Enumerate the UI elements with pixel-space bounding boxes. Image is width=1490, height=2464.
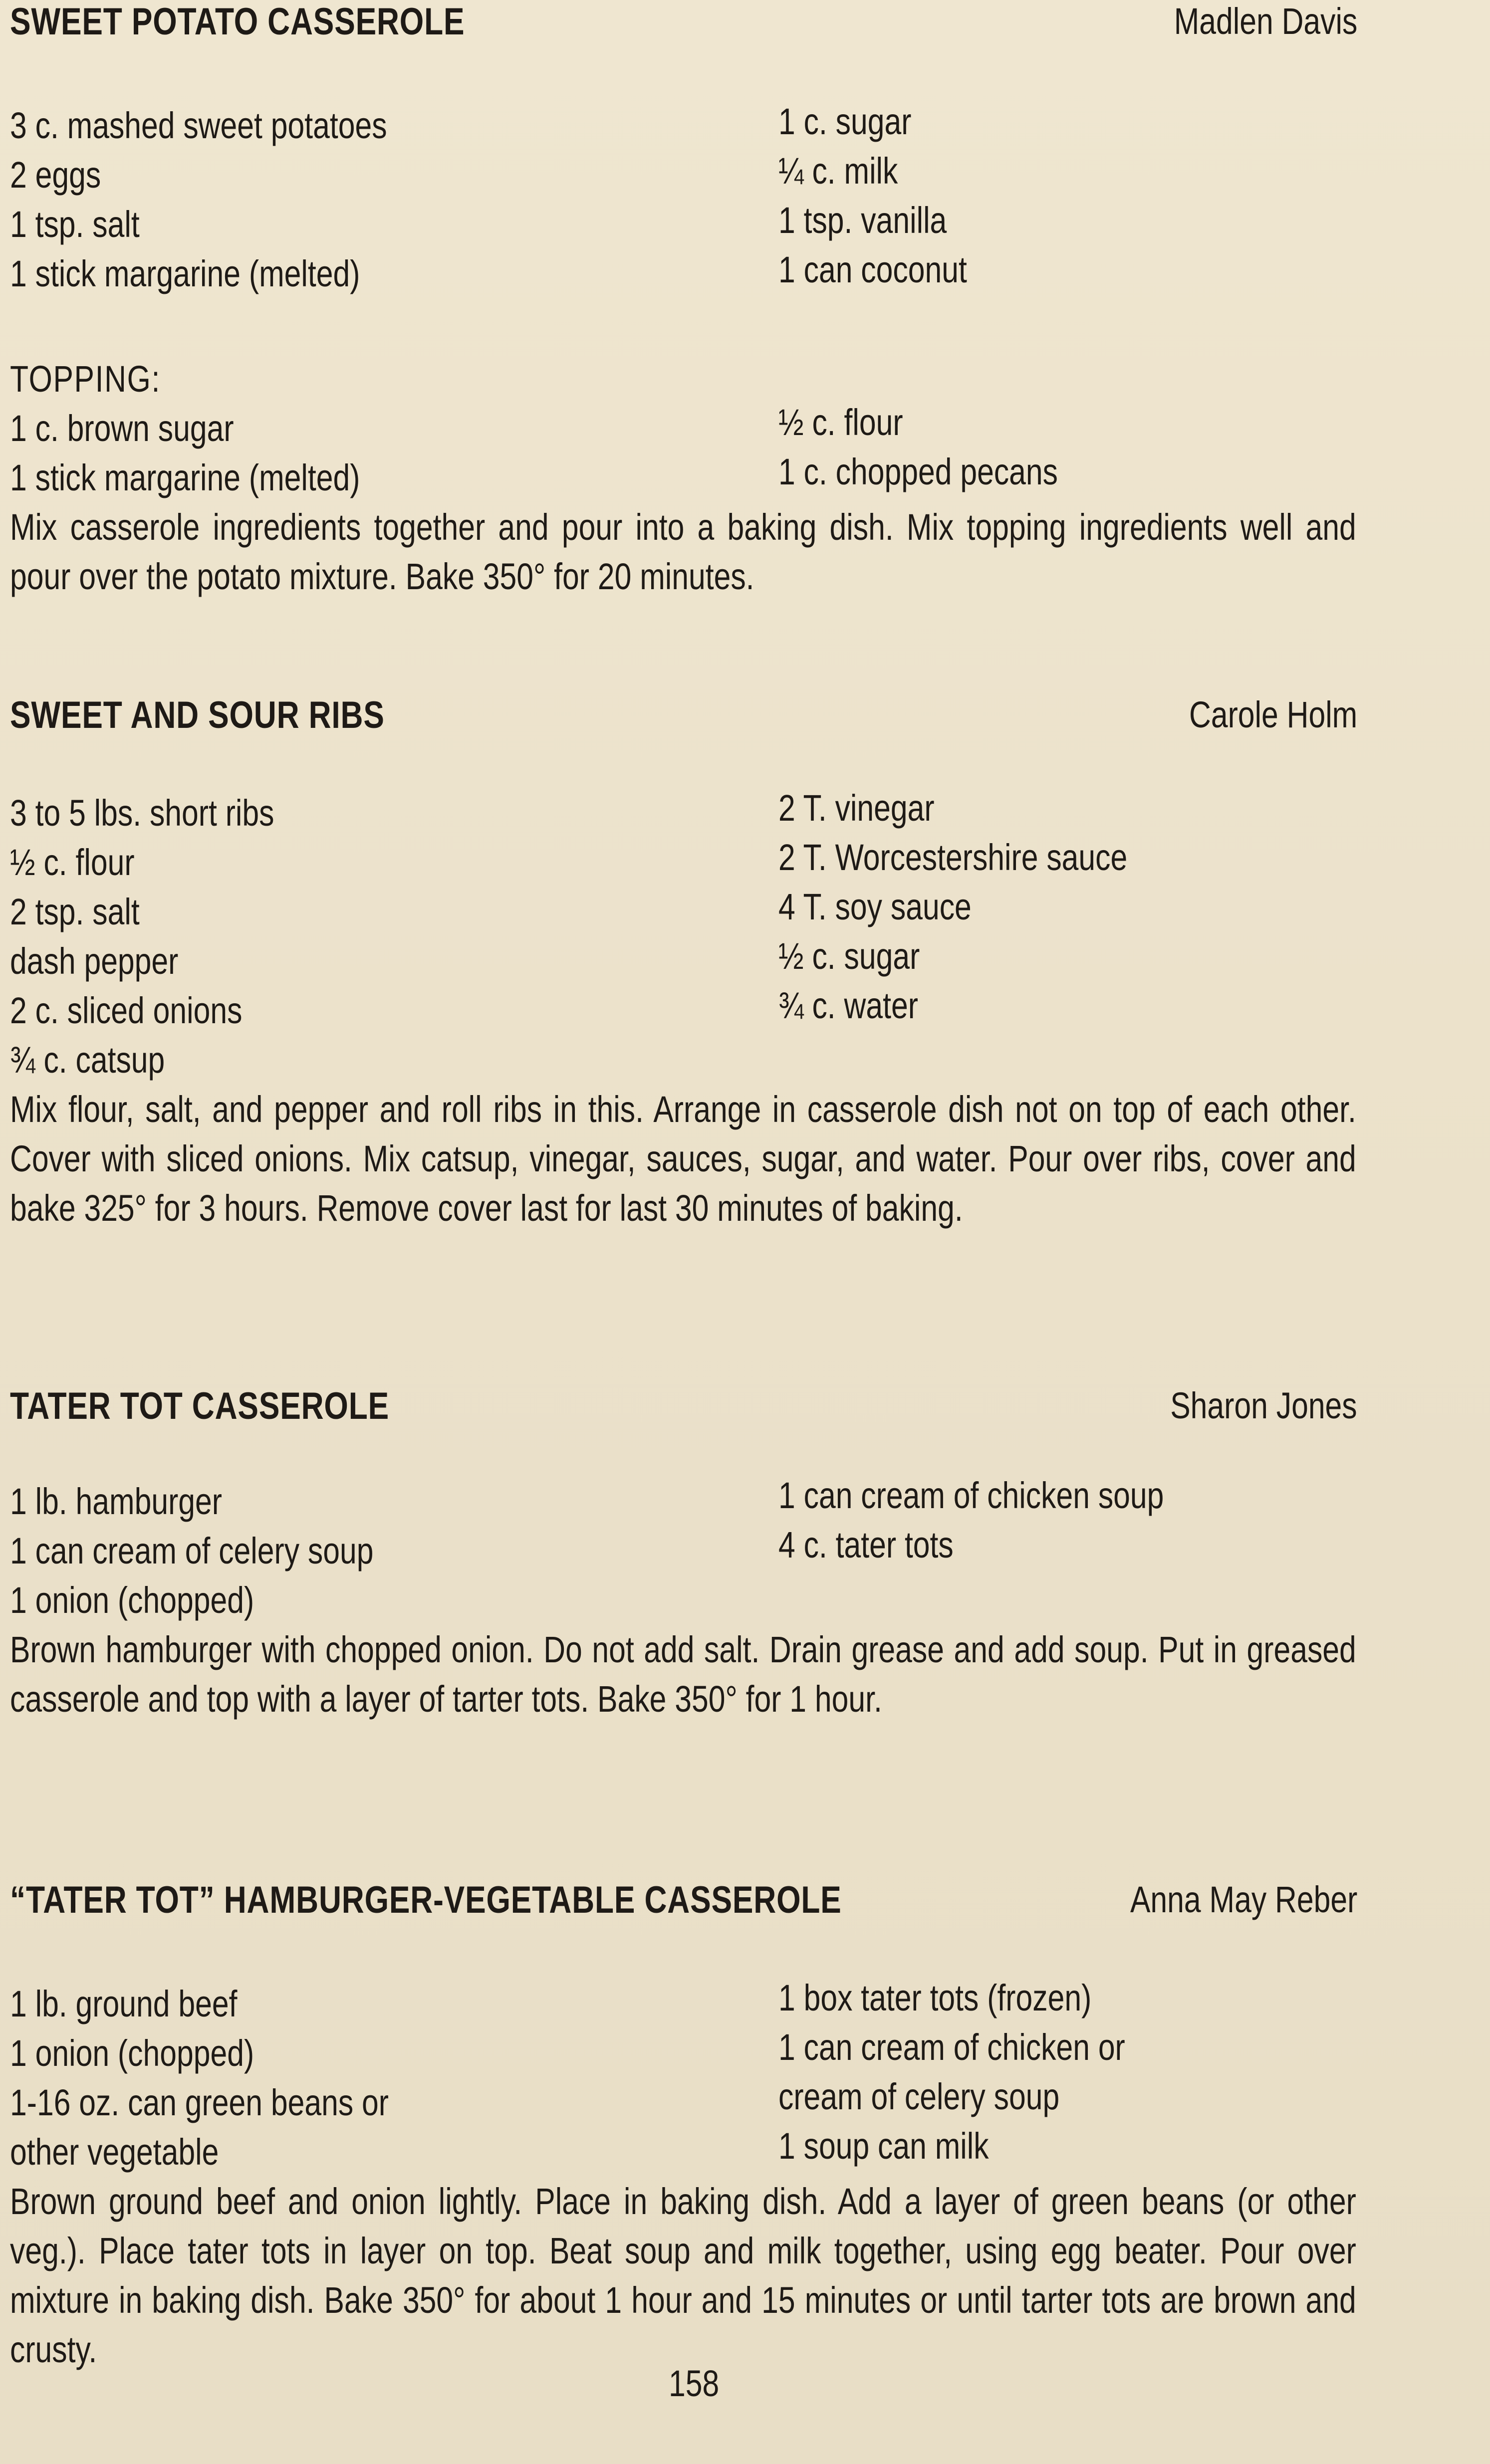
ingredient: 1 tsp. vanilla (778, 200, 947, 241)
ingredients-left (10, 101, 778, 298)
ingredient: ¾ c. water (778, 985, 918, 1026)
recipe-tater-tot-casserole (10, 1384, 1357, 1724)
recipe-title: SWEET POTATO CASSEROLE (10, 0, 465, 43)
ingredient: 1 c. sugar (778, 101, 912, 142)
ingredient: 4 c. tater tots (778, 1524, 954, 1566)
recipe-sweet-potato-casserole (10, 0, 1357, 601)
recipe-header (10, 0, 1357, 45)
ingredient: 1 can coconut (778, 249, 967, 290)
recipe-directions: Mix casserole ingredients together and pour into a baking dish. Mix topping ingredients well and pour over the potato mixture. Bake 350° for 20 minutes. (10, 506, 1356, 597)
ingredient: ¾ c. catsup (10, 1039, 165, 1081)
page-number: 158 (669, 2363, 720, 2404)
ingredients-right (778, 97, 1357, 298)
ingredients-right (778, 1471, 1357, 1625)
ingredients (10, 1477, 1357, 1625)
ingredient: 2 T. Worcestershire sauce (778, 837, 1128, 878)
ingredient: 1 lb. ground beef (10, 1983, 238, 2024)
ingredients (10, 101, 1357, 298)
ingredient: ½ c. sugar (778, 935, 920, 977)
ingredient: ¼ c. milk (778, 150, 898, 192)
recipe-sweet-and-sour-ribs (10, 693, 1357, 1233)
ingredient: 1 can cream of chicken or (778, 2026, 1125, 2068)
ingredient: 1 stick margarine (melted) (10, 457, 360, 498)
topping-right (778, 398, 1357, 502)
ingredients-left (10, 788, 778, 1085)
ingredient: ½ c. flour (10, 842, 135, 883)
ingredients-right (778, 783, 1357, 1085)
recipe-header (10, 1384, 1357, 1429)
ingredient: 2 c. sliced onions (10, 990, 243, 1031)
ingredient: other vegetable (10, 2131, 219, 2173)
recipe-title: TATER TOT CASSEROLE (10, 1385, 389, 1427)
ingredient: 1 soup can milk (778, 2125, 989, 2167)
recipe-author: Sharon Jones (1170, 1385, 1357, 1426)
ingredient: 1 can cream of celery soup (10, 1530, 374, 1571)
ingredients-left (10, 1979, 778, 2177)
recipe-header (10, 693, 1357, 738)
ingredient: 1 stick margarine (melted) (10, 253, 360, 294)
ingredient: 3 to 5 lbs. short ribs (10, 792, 274, 834)
ingredient: 4 T. soy sauce (778, 886, 972, 927)
ingredients-left (10, 1477, 778, 1625)
ingredient: 2 tsp. salt (10, 891, 140, 932)
ingredient: 1 c. chopped pecans (778, 451, 1058, 492)
recipe-directions: Brown hamburger with chopped onion. Do not add salt. Drain grease and add soup. Put in greased casserole and top with a layer of tarter tots. Bake 350° for 1 hour. (10, 1629, 1356, 1720)
ingredients-right (778, 1973, 1357, 2177)
ingredient: cream of celery soup (778, 2076, 1060, 2117)
ingredient: 2 eggs (10, 154, 101, 196)
ingredient: 1 onion (chopped) (10, 1579, 254, 1621)
ingredient: 1 can cream of chicken soup (778, 1475, 1164, 1516)
recipe-title: SWEET AND SOUR RIBS (10, 694, 385, 736)
recipe-directions: Mix flour, salt, and pepper and roll ribs in this. Arrange in casserole dish not on top of each other. Cover with sliced onions. Mix catsup, vinegar, sauces, sugar, and water. Pour over ribs, cover and bake 325° for 3 hours. Remove cover last for last 30 minutes of baking. (10, 1089, 1356, 1229)
recipe-author: Madlen Davis (1174, 0, 1357, 42)
recipe-tater-tot-hamburger-vegetable-casserole (10, 1878, 1357, 2374)
recipe-directions: Brown ground beef and onion lightly. Place in baking dish. Add a layer of green beans (or other veg.). Place tater tots in layer on top. Beat soup and milk together, using egg beater. Pour over mixture in baking dish. Bake 350° for about 1 hour and 15 minutes or until tarter tots are brown and crusty. (10, 2181, 1356, 2370)
recipe-header (10, 1878, 1357, 1923)
ingredient: 1 lb. hamburger (10, 1481, 223, 1522)
recipe-author: Carole Holm (1189, 694, 1357, 735)
ingredient: 3 c. mashed sweet potatoes (10, 105, 387, 146)
ingredient: ½ c. flour (778, 402, 903, 443)
ingredient: 1 c. brown sugar (10, 408, 234, 449)
ingredient: dash pepper (10, 940, 179, 982)
recipe-author: Anna May Reber (1130, 1879, 1357, 1920)
ingredient: 1 onion (chopped) (10, 2032, 254, 2074)
ingredient: 2 T. vinegar (778, 787, 935, 829)
ingredient: 1-16 oz. can green beans or (10, 2082, 389, 2123)
topping-label: TOPPING: (10, 358, 161, 400)
ingredient: 1 box tater tots (frozen) (778, 1977, 1092, 2018)
topping-left (10, 404, 778, 502)
ingredients (10, 788, 1357, 1085)
ingredients (10, 1979, 1357, 2177)
recipe-title: “TATER TOT” HAMBURGER-VEGETABLE CASSEROLE (10, 1879, 842, 1921)
topping-ingredients (10, 404, 1357, 502)
ingredient: 1 tsp. salt (10, 204, 140, 245)
